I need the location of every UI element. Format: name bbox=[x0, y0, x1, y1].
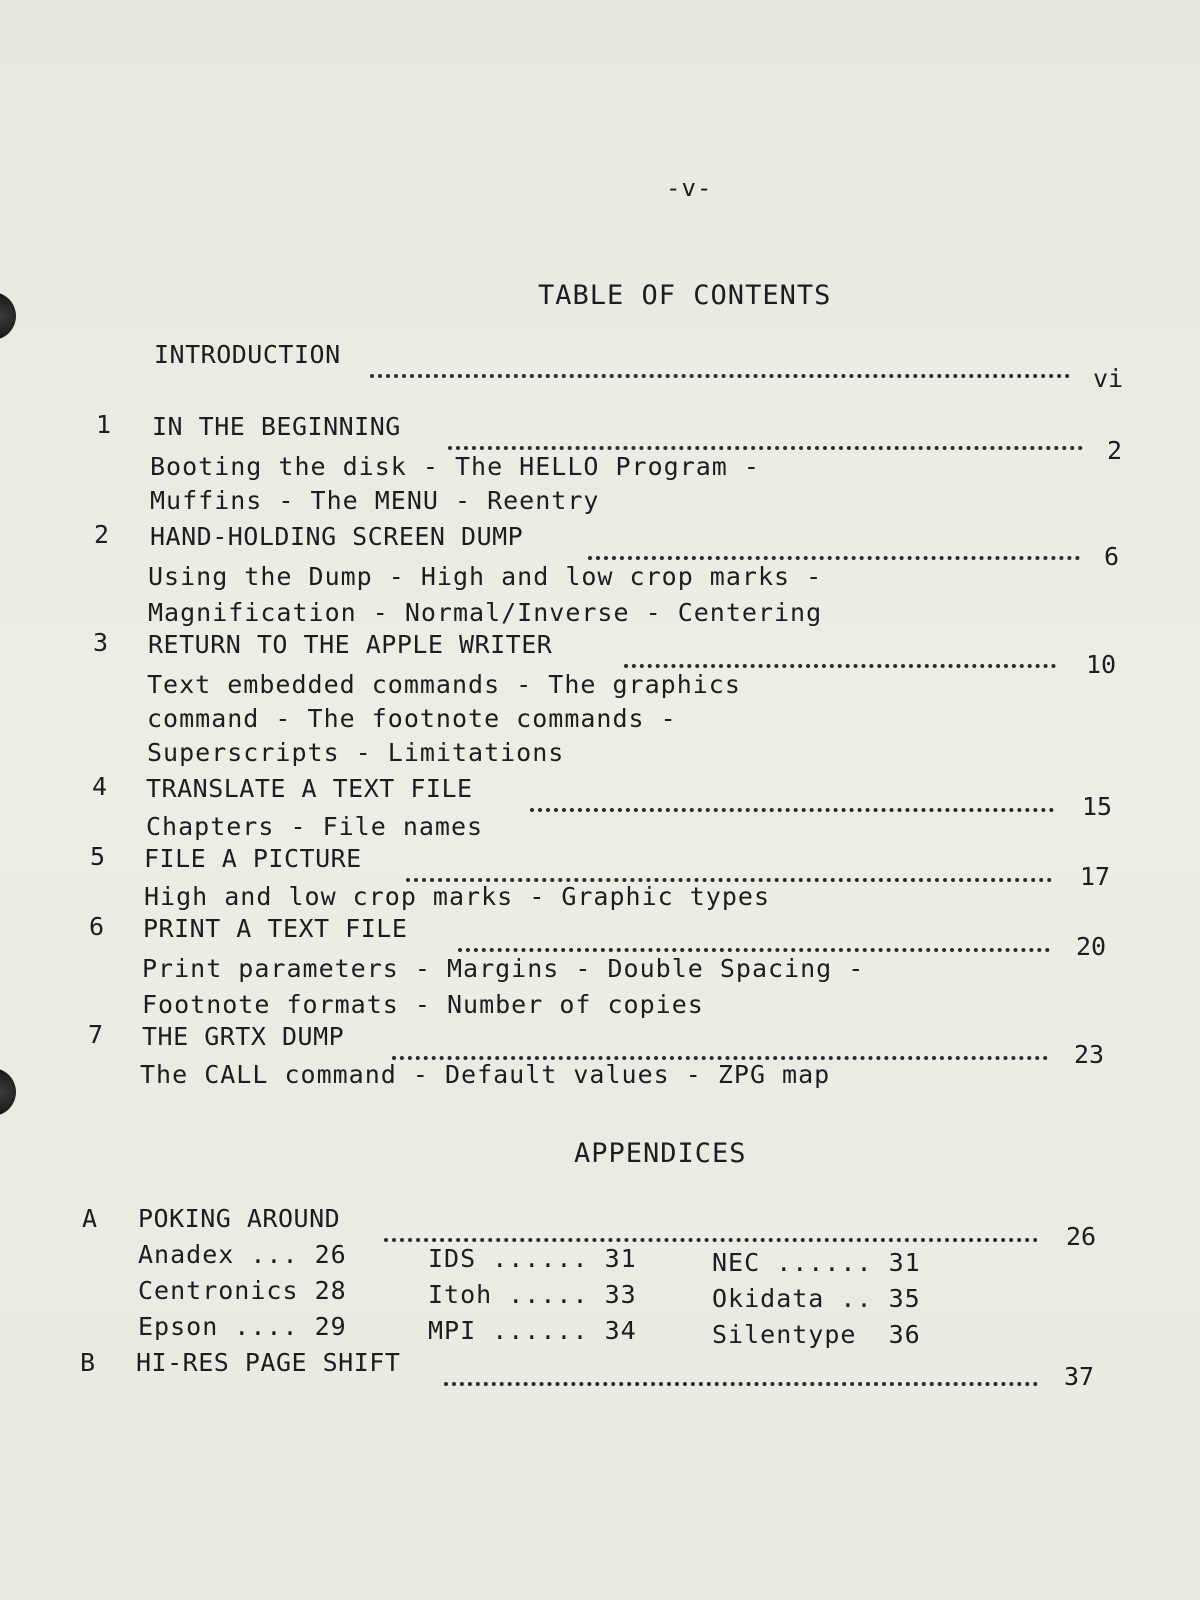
toc-subtopics: Print parameters - Margins - Double Spacing - bbox=[142, 954, 865, 983]
toc-page-number: 15 bbox=[1082, 792, 1113, 821]
toc-entry-title: HAND-HOLDING SCREEN DUMP bbox=[150, 522, 524, 551]
toc-entry-title: IN THE BEGINNING bbox=[152, 412, 401, 441]
dot-leader bbox=[458, 948, 1050, 952]
chapter-number: 3 bbox=[93, 628, 109, 657]
printer-item: NEC ...... 31 bbox=[712, 1248, 921, 1277]
dot-leader bbox=[444, 1382, 1038, 1386]
toc-entry-title: RETURN TO THE APPLE WRITER bbox=[148, 630, 553, 659]
toc-subtopics: Magnification - Normal/Inverse - Centering bbox=[148, 598, 823, 627]
dot-leader bbox=[588, 556, 1080, 560]
chapter-number: 2 bbox=[94, 520, 110, 549]
chapter-number: 4 bbox=[92, 772, 108, 801]
toc-subtopics: Muffins - The MENU - Reentry bbox=[150, 486, 600, 515]
toc-entry-title: HI-RES PAGE SHIFT bbox=[136, 1348, 401, 1377]
page-marker: -v- bbox=[666, 174, 713, 202]
printer-item: Okidata .. 35 bbox=[712, 1284, 921, 1313]
toc-page-number: 6 bbox=[1104, 542, 1120, 571]
chapter-number: 5 bbox=[90, 842, 106, 871]
toc-page-number: 2 bbox=[1107, 436, 1123, 465]
printer-item: Centronics 28 bbox=[138, 1276, 347, 1305]
toc-subtopics: Booting the disk - The HELLO Program - bbox=[150, 452, 760, 481]
toc-page-number: 23 bbox=[1074, 1040, 1105, 1069]
binder-hole-top bbox=[0, 292, 16, 340]
chapter-number: 1 bbox=[96, 410, 112, 439]
toc-title: TABLE OF CONTENTS bbox=[538, 280, 832, 311]
toc-entry-title: POKING AROUND bbox=[138, 1204, 341, 1233]
chapter-number: 6 bbox=[89, 912, 105, 941]
toc-entry-title: TRANSLATE A TEXT FILE bbox=[146, 774, 473, 803]
dot-leader bbox=[384, 1238, 1038, 1242]
toc-subtopics: command - The footnote commands - bbox=[147, 704, 677, 733]
dot-leader bbox=[624, 664, 1056, 668]
dot-leader bbox=[530, 808, 1054, 812]
printer-item: Silentype 36 bbox=[712, 1320, 921, 1349]
printer-item: MPI ...... 34 bbox=[428, 1316, 637, 1345]
toc-entry-title: INTRODUCTION bbox=[154, 340, 341, 369]
toc-entry-title: PRINT A TEXT FILE bbox=[143, 914, 408, 943]
printer-item: Epson .... 29 bbox=[138, 1312, 347, 1341]
toc-page-number: vi bbox=[1093, 364, 1124, 393]
toc-page-number: 17 bbox=[1080, 862, 1111, 891]
binder-hole-bottom bbox=[0, 1068, 16, 1116]
toc-subtopics: Superscripts - Limitations bbox=[147, 738, 565, 767]
toc-subtopics: Footnote formats - Number of copies bbox=[142, 990, 704, 1019]
toc-subtopics: Using the Dump - High and low crop marks - bbox=[148, 562, 823, 591]
printer-item: Anadex ... 26 bbox=[138, 1240, 347, 1269]
toc-subtopics: Text embedded commands - The graphics bbox=[147, 670, 741, 699]
toc-subtopics: The CALL command - Default values - ZPG map bbox=[140, 1060, 831, 1089]
appendix-letter: B bbox=[80, 1348, 96, 1377]
toc-subtopics: High and low crop marks - Graphic types bbox=[144, 882, 770, 911]
toc-page-number: 37 bbox=[1064, 1362, 1095, 1391]
appendices-heading: APPENDICES bbox=[574, 1138, 747, 1169]
toc-subtopics: Chapters - File names bbox=[146, 812, 484, 841]
dot-leader bbox=[448, 446, 1083, 450]
toc-page-number: 10 bbox=[1086, 650, 1117, 679]
toc-entry-title: THE GRTX DUMP bbox=[142, 1022, 345, 1051]
printer-item: Itoh ..... 33 bbox=[428, 1280, 637, 1309]
printer-item: IDS ...... 31 bbox=[428, 1244, 637, 1273]
chapter-number: 7 bbox=[88, 1020, 104, 1049]
toc-page-number: 20 bbox=[1076, 932, 1107, 961]
dot-leader bbox=[370, 374, 1070, 378]
toc-entry-title: FILE A PICTURE bbox=[144, 844, 362, 873]
toc-page-number: 26 bbox=[1066, 1222, 1097, 1251]
appendix-letter: A bbox=[82, 1204, 98, 1233]
